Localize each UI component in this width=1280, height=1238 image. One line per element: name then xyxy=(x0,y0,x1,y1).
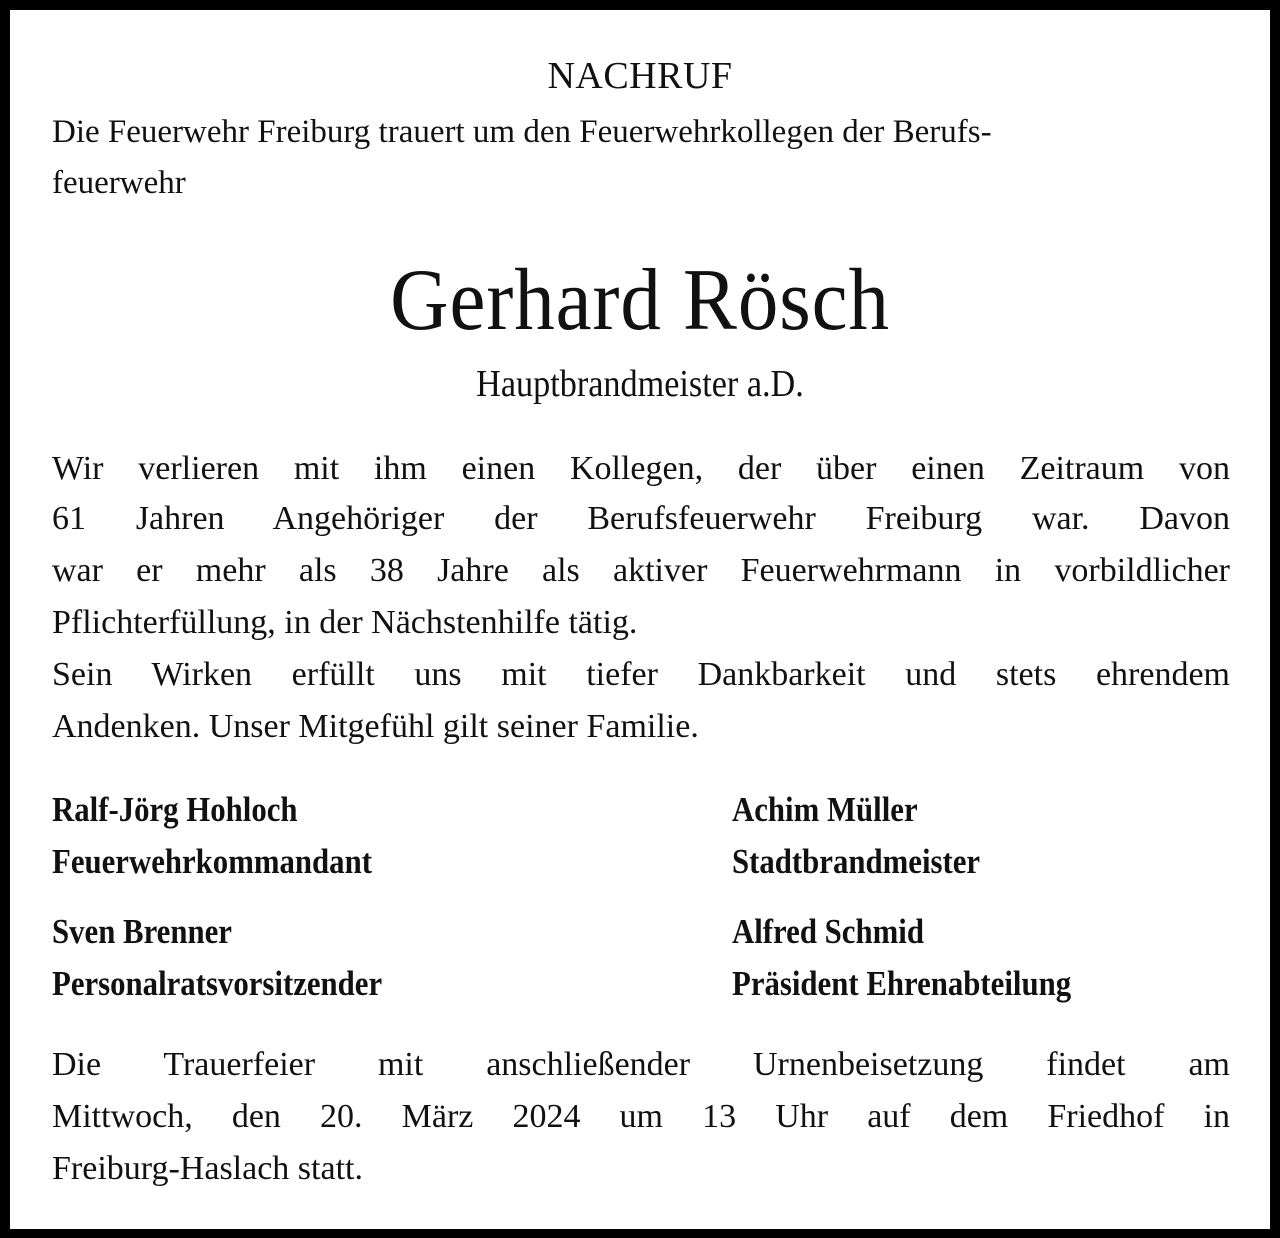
tribute-line: Wir verlieren mit ihm einen Kollegen, der über einen Zeitraum von xyxy=(52,450,1230,487)
signatory-name: Sven Brenner xyxy=(52,912,232,951)
intro-line: Die Feuerwehr Freiburg trauert um den Feuerwehrkollegen der Berufs- xyxy=(52,114,992,150)
tribute-line: 61 Jahren Angehöriger der Berufsfeuerwehr Freiburg war. Davon xyxy=(52,500,1230,537)
funeral-line: Die Trauerfeier mit anschließender Urnenbeisetzung findet am xyxy=(52,1046,1230,1083)
signatory-title: Stadtbrandmeister xyxy=(732,842,981,881)
tribute-line: Sein Wirken erfüllt uns mit tiefer Dankbarkeit und stets ehrendem xyxy=(52,656,1230,693)
tribute-line: Pflichterfüllung, in der Nächstenhilfe tätig. xyxy=(52,604,638,641)
deceased-rank: Hauptbrandmeister a.D. xyxy=(476,363,804,405)
signatory-name: Achim Müller xyxy=(732,790,918,829)
notice-heading: NACHRUF xyxy=(547,55,733,97)
tribute-line: Andenken. Unser Mitgefühl gilt seiner Familie. xyxy=(52,708,699,745)
signatory-name: Ralf-Jörg Hohloch xyxy=(52,790,298,829)
signatory-title: Präsident Ehrenabteilung xyxy=(732,964,1072,1003)
obituary-notice xyxy=(10,10,1270,1229)
signatory-title: Personalratsvorsitzender xyxy=(52,964,383,1003)
signatory-title: Feuerwehrkommandant xyxy=(52,842,372,881)
funeral-line: Freiburg-Haslach statt. xyxy=(52,1150,363,1187)
intro-line: feuerwehr xyxy=(52,165,186,201)
tribute-line: war er mehr als 38 Jahre als aktiver Feuerwehrmann in vorbildlicher xyxy=(52,552,1230,589)
funeral-line: Mittwoch, den 20. März 2024 um 13 Uhr auf dem Friedhof in xyxy=(52,1098,1230,1135)
deceased-name: Gerhard Rösch xyxy=(390,252,890,349)
signatory-name: Alfred Schmid xyxy=(732,912,924,951)
